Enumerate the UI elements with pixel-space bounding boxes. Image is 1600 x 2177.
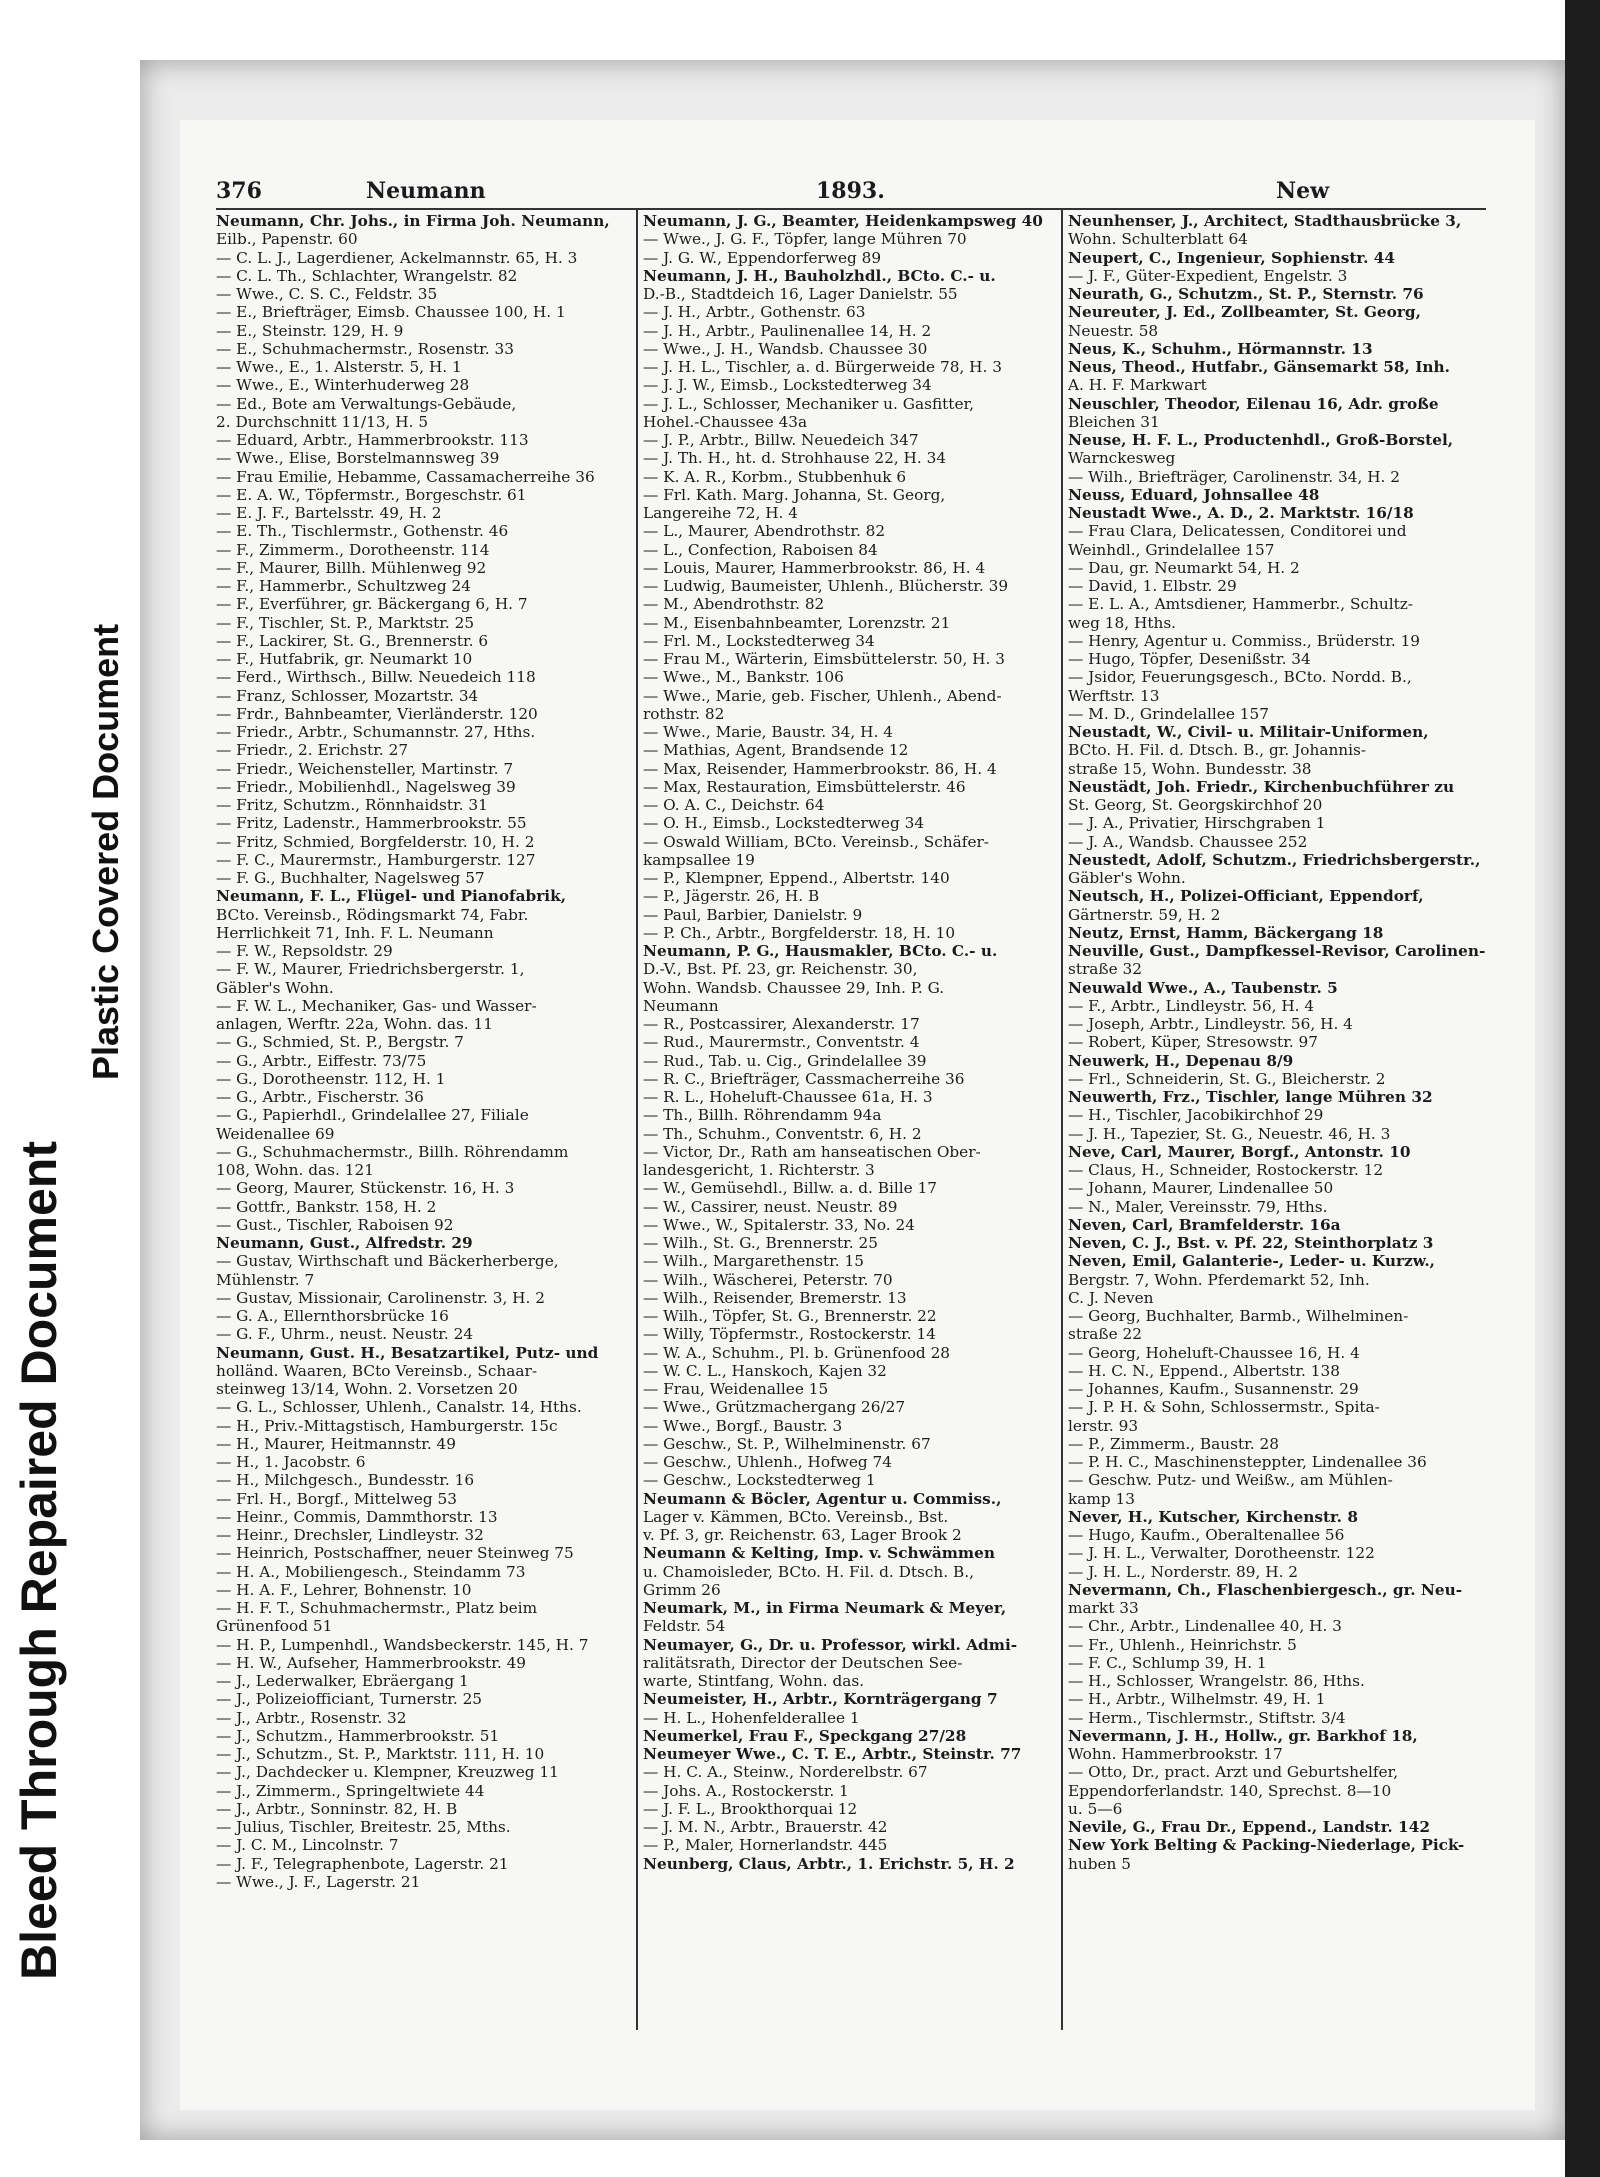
directory-entry-line: Neustädt, Joh. Friedr., Kirchenbuchführer zu (1068, 777, 1455, 796)
directory-entry-line: — M., Eisenbahnbeamter, Lorenzstr. 21 (643, 613, 951, 632)
directory-entry-line: — Wwe., E., Winterhuderweg 28 (216, 376, 470, 395)
directory-entry-line: — F. C., Schlump 39, H. 1 (1068, 1653, 1267, 1672)
directory-entry-line: — R. L., Hoheluft-Chaussee 61a, H. 3 (643, 1088, 933, 1106)
directory-entry-line: — O. A. C., Deichstr. 64 (643, 796, 825, 814)
directory-entry-line: Nevermann, J. H., Hollw., gr. Barkhof 18, (1068, 1726, 1418, 1745)
directory-entry-line: D.-V., Bst. Pf. 23, gr. Reichenstr. 30, (643, 960, 918, 979)
directory-entry-line: — W. C. L., Hanskoch, Kajen 32 (643, 1361, 887, 1380)
directory-entry-line: — E. Th., Tischlermstr., Gothenstr. 46 (216, 522, 509, 541)
directory-entry-line: Neus, Theod., Hutfabr., Gänsemarkt 58, Inh. (1068, 358, 1450, 376)
directory-entry-line: — H., Arbtr., Wilhelmstr. 49, H. 1 (1068, 1690, 1326, 1709)
directory-entry-line: — Ludwig, Baumeister, Uhlenh., Blücherstr. 39 (643, 577, 1009, 595)
directory-entry-line: — F. W., Repsoldstr. 29 (216, 942, 393, 960)
directory-entry-line: Wohn. Wandsb. Chaussee 29, Inh. P. G. (643, 978, 945, 997)
directory-entry-line: Neuss, Eduard, Johnsallee 48 (1068, 485, 1320, 504)
directory-entry-line: — F., Tischler, St. P., Marktstr. 25 (216, 613, 475, 632)
directory-entry-line: — Wwe., E., 1. Alsterstr. 5, H. 1 (216, 358, 462, 376)
directory-entry-line: 2. Durchschnitt 11/13, H. 5 (216, 412, 429, 431)
directory-entry-line: — F., Lackirer, St. G., Brennerstr. 6 (216, 631, 489, 650)
directory-entry-line: — F., Hammerbr., Schultzweg 24 (216, 577, 471, 595)
directory-entry-line: u. 5—6 (1068, 1799, 1123, 1818)
directory-entry-line: BCto. H. Fil. d. Dtsch. B., gr. Johannis- (1068, 741, 1367, 760)
directory-entry-line: — Max, Restauration, Eimsbüttelerstr. 46 (643, 777, 966, 796)
directory-entry-line: — F., Hutfabrik, gr. Neumarkt 10 (216, 650, 473, 668)
directory-column-2 (643, 212, 1063, 1873)
directory-entry-line: — M., Abendrothstr. 82 (643, 595, 825, 614)
directory-entry-line: — Frl. M., Lockstedterweg 34 (643, 631, 875, 650)
directory-entry-line: D.-B., Stadtdeich 16, Lager Danielstr. 55 (643, 285, 958, 303)
directory-entry-line: Weidenallee 69 (216, 1124, 335, 1143)
directory-entry-line: — Hugo, Töpfer, Desenißstr. 34 (1068, 650, 1311, 668)
directory-entry-line: — J. F. L., Brookthorquai 12 (643, 1799, 858, 1818)
directory-entry-line: — Hugo, Kaufm., Oberaltenallee 56 (1068, 1526, 1345, 1544)
directory-entry-line: — G., Schuhmachermstr., Billh. Röhrendamm (216, 1142, 569, 1161)
directory-entry-line: — R. C., Briefträger, Cassmacherreihe 36 (643, 1069, 965, 1088)
directory-entry-line: — Wilh., Wäscherei, Peterstr. 70 (643, 1270, 893, 1289)
directory-entry-line: Neunberg, Claus, Arbtr., 1. Erichstr. 5, H. 2 (643, 1854, 1015, 1873)
directory-entry-line: — Willy, Töpfermstr., Rostockerstr. 14 (643, 1325, 936, 1344)
directory-entry-line: Never, H., Kutscher, Kirchenstr. 8 (1068, 1507, 1358, 1526)
directory-entry-line: — E. A. W., Töpfermstr., Borgeschstr. 61 (216, 485, 527, 504)
directory-entry-line: Neustadt Wwe., A. D., 2. Marktstr. 16/18 (1068, 504, 1414, 522)
directory-entry-line: rothstr. 82 (643, 704, 725, 723)
directory-entry-line: — J. C. M., Lincolnstr. 7 (216, 1836, 399, 1855)
directory-entry-line: — Frl. H., Borgf., Mittelweg 53 (216, 1489, 457, 1508)
directory-entry-line: — J. P., Arbtr., Billw. Neuedeich 347 (643, 431, 919, 449)
directory-entry-line: — G., Papierhdl., Grindelallee 27, Filiale (216, 1106, 529, 1125)
directory-entry-line: — Wilh., Reisender, Bremerstr. 13 (643, 1288, 907, 1307)
directory-entry-line: Neven, Emil, Galanterie-, Leder- u. Kurzw., (1068, 1252, 1435, 1271)
directory-entry-line: — Wwe., Marie, Baustr. 34, H. 4 (643, 723, 893, 741)
directory-entry-line: — J., Polizeiofficiant, Turnerstr. 25 (216, 1690, 483, 1709)
directory-entry-line: Neuwerk, H., Depenau 8/9 (1068, 1051, 1294, 1070)
directory-entry-line: — Rud., Tab. u. Cig., Grindelallee 39 (643, 1051, 927, 1070)
directory-entry-line: — Heinrich, Postschaffner, neuer Steinweg 75 (216, 1544, 574, 1563)
directory-entry-line: — H., 1. Jacobstr. 6 (216, 1453, 366, 1471)
plastic-covered-stamp: Plastic Covered Document (85, 623, 126, 1080)
year-heading: 1893. (816, 178, 885, 204)
directory-entry-line: Warnckesweg (1068, 449, 1176, 468)
directory-entry-line: Neumerkel, Frau F., Speckgang 27/28 (643, 1726, 967, 1745)
directory-entry-line: — Gust., Tischler, Raboisen 92 (216, 1215, 454, 1234)
directory-entry-line: — E., Steinstr. 129, H. 9 (216, 321, 404, 340)
directory-entry-line: Neven, C. J., Bst. v. Pf. 22, Steinthorplatz 3 (1068, 1234, 1434, 1252)
directory-entry-line: Neumann, J. G., Beamter, Heidenkampsweg 40 (643, 212, 1043, 230)
directory-entry-line: — Paul, Barbier, Danielstr. 9 (643, 905, 863, 924)
directory-entry-line: Neuville, Gust., Dampfkessel-Revisor, Carolinen- (1068, 942, 1486, 960)
directory-entry-line: Nevile, G., Frau Dr., Eppend., Landstr. 142 (1068, 1818, 1430, 1836)
directory-entry-line: — W. A., Schuhm., Pl. b. Grünenfood 28 (643, 1343, 951, 1362)
directory-entry-line: — Wilh., St. G., Brennerstr. 25 (643, 1234, 878, 1252)
directory-entry-line: — Frau Clara, Delicatessen, Conditorei und (1068, 522, 1407, 541)
directory-entry-line: — P., Klempner, Eppend., Albertstr. 140 (643, 869, 950, 887)
directory-entry-line: Neuwald Wwe., A., Taubenstr. 5 (1068, 978, 1338, 997)
directory-entry-line: — H. W., Aufseher, Hammerbrookstr. 49 (216, 1653, 527, 1672)
directory-entry-line: straße 22 (1068, 1325, 1143, 1344)
directory-entry-line: — Fr., Uhlenh., Heinrichstr. 5 (1068, 1635, 1297, 1654)
directory-entry-line: Neutz, Ernst, Hamm, Bäckergang 18 (1068, 923, 1384, 942)
directory-entry-line: — H. C. A., Steinw., Norderelbstr. 67 (643, 1763, 928, 1782)
header-rule (216, 208, 1486, 210)
directory-entry-line: — L., Confection, Raboisen 84 (643, 540, 878, 559)
directory-entry-line: Langereihe 72, H. 4 (643, 504, 798, 522)
directory-entry-line: — J. A., Privatier, Hirschgraben 1 (1068, 814, 1326, 833)
directory-entry-line: — L., Maurer, Abendrothstr. 82 (643, 522, 886, 541)
directory-entry-line: — P., Maler, Hornerlandstr. 445 (643, 1836, 888, 1855)
directory-entry-line: — H., Tischler, Jacobikirchhof 29 (1068, 1106, 1324, 1125)
directory-entry-line: — Robert, Küper, Stresowstr. 97 (1068, 1033, 1319, 1052)
directory-entry-line: — Johann, Maurer, Lindenallee 50 (1068, 1179, 1334, 1198)
directory-entry-line: — Johs. A., Rostockerstr. 1 (643, 1781, 849, 1800)
directory-entry-line: — H. C. N., Eppend., Albertstr. 138 (1068, 1361, 1340, 1380)
directory-entry-line: — K. A. R., Korbm., Stubbenhuk 6 (643, 467, 907, 486)
directory-entry-line: Neuwerth, Frz., Tischler, lange Mühren 32 (1068, 1088, 1433, 1106)
directory-entry-line: — H. L., Hohenfelderallee 1 (643, 1708, 860, 1727)
directory-entry-line: — H. P., Lumpenhdl., Wandsbeckerstr. 145, H. 7 (216, 1635, 589, 1654)
right-running-head: New (1276, 178, 1330, 204)
directory-entry-line: kampsallee 19 (643, 850, 755, 869)
directory-entry-line: straße 32 (1068, 960, 1143, 979)
directory-entry-line: — Friedr., Mobilienhdl., Nagelsweg 39 (216, 777, 516, 796)
directory-entry-line: ralitätsrath, Director der Deutschen See- (643, 1653, 963, 1672)
directory-entry-line: Neumann & Kelting, Imp. v. Schwämmen (643, 1544, 995, 1563)
directory-entry-line: — G., Dorotheenstr. 112, H. 1 (216, 1069, 446, 1088)
directory-entry-line: — Fritz, Ladenstr., Hammerbrookstr. 55 (216, 814, 527, 833)
directory-entry-line: Hohel.-Chaussee 43a (643, 412, 808, 431)
directory-entry-line: BCto. Vereinsb., Rödingsmarkt 74, Fabr. (216, 905, 529, 924)
directory-entry-line: — Gottfr., Bankstr. 158, H. 2 (216, 1197, 437, 1216)
directory-entry-line: Neumayer, G., Dr. u. Professor, wirkl. Admi- (643, 1635, 1018, 1654)
directory-entry-line: — Fritz, Schutzm., Rönnhaidstr. 31 (216, 796, 488, 814)
directory-entry-line: — H., Maurer, Heitmannstr. 49 (216, 1434, 457, 1453)
directory-entry-line: — J. H. L., Verwalter, Dorotheenstr. 122 (1068, 1544, 1375, 1563)
directory-entry-line: — Heinr., Drechsler, Lindleystr. 32 (216, 1526, 484, 1544)
directory-entry-line: — Wwe., Marie, geb. Fischer, Uhlenh., Abend- (643, 686, 1002, 705)
directory-entry-line: Neutsch, H., Polizei-Officiant, Eppendorf, (1068, 887, 1424, 906)
directory-entry-line: Neurath, G., Schutzm., St. P., Sternstr. 76 (1068, 285, 1424, 303)
directory-entry-line: — J., Schutzm., St. P., Marktstr. 111, H. 10 (216, 1745, 545, 1763)
directory-entry-line: — Heinr., Commis, Dammthorstr. 13 (216, 1507, 498, 1526)
directory-entry-line: Neumann, J. H., Bauholzhdl., BCto. C.- u. (643, 266, 996, 285)
directory-entry-line: — Frau Emilie, Hebamme, Cassamacherreihe 36 (216, 467, 595, 486)
directory-entry-line: — Th., Schuhm., Conventstr. 6, H. 2 (643, 1124, 922, 1143)
directory-entry-line: New York Belting & Packing-Niederlage, Pick- (1068, 1836, 1465, 1855)
directory-entry-line: — G. L., Schlosser, Uhlenh., Canalstr. 14, Hths. (216, 1398, 582, 1417)
directory-entry-line: — G., Schmied, St. P., Bergstr. 7 (216, 1033, 464, 1052)
directory-entry-line: Neumann, Chr. Johs., in Firma Joh. Neumann, (216, 212, 610, 230)
directory-entry-line: — Wilh., Töpfer, St. G., Brennerstr. 22 (643, 1307, 937, 1325)
directory-entry-line: — Joseph, Arbtr., Lindleystr. 56, H. 4 (1068, 1015, 1353, 1033)
directory-entry-line: Neumark, M., in Firma Neumark & Meyer, (643, 1599, 1007, 1617)
directory-entry-line: — H. F. T., Schuhmachermstr., Platz beim (216, 1599, 538, 1617)
directory-entry-line: huben 5 (1068, 1854, 1131, 1873)
directory-entry-line: Neuse, H. F. L., Productenhdl., Groß-Borstel, (1068, 431, 1454, 449)
directory-entry-line: — G. F., Uhrm., neust. Neustr. 24 (216, 1325, 474, 1344)
directory-entry-line: Gäbler's Wohn. (216, 978, 334, 997)
directory-entry-line: — Gustav, Wirthschaft und Bäckerherberge, (216, 1252, 559, 1271)
directory-column-1 (216, 212, 636, 1891)
directory-entry-line: Neunhenser, J., Architect, Stadthausbrücke 3, (1068, 212, 1462, 230)
directory-entry-line: — Frau, Weidenallee 15 (643, 1380, 829, 1398)
directory-entry-line: Neve, Carl, Maurer, Borgf., Antonstr. 10 (1068, 1142, 1411, 1161)
directory-entry-line: Neumann, P. G., Hausmakler, BCto. C.- u. (643, 942, 998, 960)
directory-entry-line: — N., Maler, Vereinsstr. 79, Hths. (1068, 1197, 1328, 1216)
directory-entry-line: Neven, Carl, Bramfelderstr. 16a (1068, 1215, 1341, 1234)
page-number: 376 (216, 178, 262, 204)
directory-entry-line: — J., Arbtr., Rosenstr. 32 (216, 1708, 407, 1727)
directory-entry-line: — E., Briefträger, Eimsb. Chaussee 100, H. 1 (216, 303, 566, 322)
directory-entry-line: — David, 1. Elbstr. 29 (1068, 577, 1237, 595)
directory-entry-line: — Geschw. Putz- und Weißw., am Mühlen- (1068, 1471, 1393, 1490)
directory-entry-line: Weinhdl., Grindelallee 157 (1068, 540, 1275, 559)
directory-entry-line: Lager v. Kämmen, BCto. Vereinsb., Bst. (643, 1507, 949, 1526)
directory-entry-line: — Georg, Buchhalter, Barmb., Wilhelminen- (1068, 1307, 1409, 1325)
directory-entry-line: Neuestr. 58 (1068, 321, 1159, 340)
directory-entry-line: straße 15, Wohn. Bundesstr. 38 (1068, 759, 1312, 778)
directory-entry-line: — Louis, Maurer, Hammerbrookstr. 86, H. 4 (643, 558, 986, 577)
directory-entry-line: — Wwe., Borgf., Baustr. 3 (643, 1416, 843, 1435)
directory-entry-line: A. H. F. Markwart (1068, 376, 1207, 395)
directory-entry-line: — Wilh., Briefträger, Carolinenstr. 34, H. 2 (1068, 467, 1401, 486)
bleed-through-stamp: Bleed Through Repaired Document (11, 1141, 67, 1980)
directory-entry-line: — J. A., Wandsb. Chaussee 252 (1068, 832, 1308, 851)
directory-entry-line: — Georg, Hoheluft-Chaussee 16, H. 4 (1068, 1343, 1360, 1362)
directory-entry-line: — Mathias, Agent, Brandsende 12 (643, 741, 909, 760)
directory-entry-line: — W., Cassirer, neust. Neustr. 89 (643, 1197, 898, 1216)
directory-entry-line: markt 33 (1068, 1599, 1139, 1617)
directory-entry-line: Mühlenstr. 7 (216, 1270, 315, 1289)
directory-entry-line: — J. H., Arbtr., Gothenstr. 63 (643, 303, 866, 322)
directory-entry-line: Neupert, C., Ingenieur, Sophienstr. 44 (1068, 248, 1396, 267)
directory-entry-line: — H., Priv.-Mittagstisch, Hamburgerstr. 15c (216, 1416, 558, 1435)
directory-entry-line: — Wwe., W., Spitalerstr. 33, No. 24 (643, 1215, 915, 1234)
directory-entry-line: — Wilh., Margarethenstr. 15 (643, 1252, 864, 1271)
directory-entry-line: — J. F., Telegraphenbote, Lagerstr. 21 (216, 1854, 509, 1873)
directory-entry-line: — Wwe., Elise, Borstelmannsweg 39 (216, 449, 500, 468)
directory-entry-line: u. Chamoisleder, BCto. H. Fil. d. Dtsch. B., (643, 1562, 974, 1581)
directory-entry-line: — G., Arbtr., Fischerstr. 36 (216, 1088, 424, 1106)
directory-entry-line: Bergstr. 7, Wohn. Pferdemarkt 52, Inh. (1068, 1270, 1370, 1289)
directory-entry-line: — Max, Reisender, Hammerbrookstr. 86, H. 4 (643, 759, 997, 778)
directory-entry-line: — Geschw., St. P., Wilhelminenstr. 67 (643, 1434, 931, 1453)
directory-entry-line: — Fritz, Schmied, Borgfelderstr. 10, H. 2 (216, 832, 535, 851)
directory-entry-line: — Franz, Schlosser, Mozartstr. 34 (216, 686, 479, 705)
directory-entry-line: Bleichen 31 (1068, 412, 1160, 431)
directory-entry-line: — J. J. W., Eimsb., Lockstedterweg 34 (643, 376, 932, 395)
directory-entry-line: — Herm., Tischlermstr., Stiftstr. 3/4 (1068, 1708, 1346, 1727)
directory-entry-line: — F., Everführer, gr. Bäckergang 6, H. 7 (216, 595, 528, 614)
directory-entry-line: lerstr. 93 (1068, 1416, 1139, 1435)
directory-entry-line: — Geschw., Uhlenh., Hofweg 74 (643, 1453, 893, 1471)
directory-entry-line: — Geschw., Lockstedterweg 1 (643, 1471, 876, 1490)
directory-entry-line: — E. L. A., Amtsdiener, Hammerbr., Schultz- (1068, 595, 1413, 614)
directory-entry-line: 108, Wohn. das. 121 (216, 1161, 374, 1179)
directory-entry-line: Neustedt, Adolf, Schutzm., Friedrichsbergerstr., (1068, 850, 1481, 869)
directory-entry-line: — Johannes, Kaufm., Susannenstr. 29 (1068, 1380, 1359, 1398)
directory-entry-line: — Chr., Arbtr., Lindenallee 40, H. 3 (1068, 1617, 1342, 1636)
directory-entry-line: Neumeyer Wwe., C. T. E., Arbtr., Steinstr. 77 (643, 1745, 1022, 1763)
page-header (216, 178, 1486, 208)
directory-entry-line: — F. W. L., Mechaniker, Gas- und Wasser- (216, 996, 537, 1015)
directory-entry-line: Neureuter, J. Ed., Zollbeamter, St. Georg, (1068, 303, 1421, 322)
directory-entry-line: — F. C., Maurermstr., Hamburgerstr. 127 (216, 850, 536, 869)
directory-entry-line: kamp 13 (1068, 1489, 1136, 1508)
directory-entry-line: landesgericht, 1. Richterstr. 3 (643, 1161, 875, 1179)
left-running-head: Neumann (366, 178, 486, 204)
directory-entry-line: — F. G., Buchhalter, Nagelsweg 57 (216, 869, 485, 887)
directory-entry-line: St. Georg, St. Georgskirchhof 20 (1068, 796, 1323, 814)
directory-entry-line: — Frl., Schneiderin, St. G., Bleicherstr. 2 (1068, 1069, 1386, 1088)
directory-entry-line: — F., Maurer, Billh. Mühlenweg 92 (216, 558, 487, 577)
directory-entry-line: — O. H., Eimsb., Lockstedterweg 34 (643, 814, 925, 833)
directory-entry-line: Grimm 26 (643, 1580, 721, 1599)
directory-entry-line: — Wwe., C. S. C., Feldstr. 35 (216, 285, 438, 303)
directory-entry-line: Neustadt, W., Civil- u. Militair-Uniformen, (1068, 723, 1429, 741)
directory-entry-line: — E., Schuhmachermstr., Rosenstr. 33 (216, 339, 514, 358)
directory-entry-line: — J., Arbtr., Sonninstr. 82, H. B (216, 1799, 458, 1818)
directory-entry-line: — Henry, Agentur u. Commiss., Brüderstr. 19 (1068, 631, 1421, 650)
directory-entry-line: anlagen, Werftr. 22a, Wohn. das. 11 (216, 1015, 493, 1033)
directory-entry-line: — J. H., Arbtr., Paulinenallee 14, H. 2 (643, 321, 932, 340)
directory-entry-line: — Frl. Kath. Marg. Johanna, St. Georg, (643, 485, 946, 504)
directory-entry-line: — C. L. Th., Schlachter, Wrangelstr. 82 (216, 266, 518, 285)
directory-entry-line: — Friedr., Weichensteller, Martinstr. 7 (216, 759, 514, 778)
directory-entry-line: — H. A., Mobiliengesch., Steindamm 73 (216, 1562, 526, 1581)
directory-entry-line: — Dau, gr. Neumarkt 54, H. 2 (1068, 558, 1300, 577)
directory-entry-line: — J. H. L., Tischler, a. d. Bürgerweide 78, H. 3 (643, 358, 1002, 376)
directory-entry-line: Herrlichkeit 71, Inh. F. L. Neumann (216, 923, 494, 942)
column-divider (636, 210, 638, 2030)
directory-entry-line: — P. H. C., Maschinensteppter, Lindenallee 36 (1068, 1453, 1427, 1471)
directory-entry-line: — Wwe., J. F., Lagerstr. 21 (216, 1872, 421, 1891)
directory-entry-line: Gäbler's Wohn. (1068, 869, 1186, 887)
directory-entry-line: Nevermann, Ch., Flaschenbiergesch., gr. Neu- (1068, 1580, 1463, 1599)
directory-entry-line: — Wwe., J. G. F., Töpfer, lange Mühren 70 (643, 230, 967, 249)
directory-entry-line: — Friedr., 2. Erichstr. 27 (216, 741, 409, 760)
directory-entry-line: Wohn. Hammerbrookstr. 17 (1068, 1745, 1283, 1763)
directory-entry-line: — Rud., Maurermstr., Conventstr. 4 (643, 1033, 920, 1052)
directory-entry-line: — Wwe., J. H., Wandsb. Chaussee 30 (643, 339, 928, 358)
directory-entry-line: — Frdr., Bahnbeamter, Vierländerstr. 120 (216, 704, 538, 723)
directory-entry-line: — F., Zimmerm., Dorotheenstr. 114 (216, 540, 490, 559)
directory-entry-line: — H., Milchgesch., Bundesstr. 16 (216, 1471, 475, 1490)
directory-entry-line: — F. W., Maurer, Friedrichsbergerstr. 1, (216, 960, 525, 979)
directory-entry-line: — P., Zimmerm., Baustr. 28 (1068, 1434, 1279, 1453)
directory-entry-line: warte, Stintfang, Wohn. das. (643, 1672, 865, 1690)
directory-entry-line: — Julius, Tischler, Breitestr. 25, Mths. (216, 1818, 511, 1836)
directory-entry-line: — Wwe., Grützmachergang 26/27 (643, 1398, 906, 1417)
directory-entry-line: — J. G. W., Eppendorferweg 89 (643, 248, 882, 267)
directory-entry-line: Neumann & Böcler, Agentur u. Commiss., (643, 1489, 1002, 1508)
directory-entry-line: — Ferd., Wirthsch., Billw. Neuedeich 118 (216, 668, 536, 687)
directory-entry-line: Neuschler, Theodor, Eilenau 16, Adr. große (1068, 394, 1439, 413)
directory-entry-line: — P. Ch., Arbtr., Borgfelderstr. 18, H. 10 (643, 923, 956, 942)
directory-entry-line: — J. H. L., Norderstr. 89, H. 2 (1068, 1562, 1299, 1581)
directory-entry-line: — J. Th. H., ht. d. Strohhause 22, H. 34 (643, 449, 947, 468)
directory-entry-line: Neumann, Gust. H., Besatzartikel, Putz- und (216, 1343, 599, 1362)
directory-entry-line: Neumeister, H., Arbtr., Kornträgergang 7 (643, 1690, 998, 1709)
directory-entry-line: holländ. Waaren, BCto Vereinsb., Schaar- (216, 1361, 538, 1380)
directory-entry-line: — E. J. F., Bartelsstr. 49, H. 2 (216, 504, 442, 522)
directory-entry-line: — P., Jägerstr. 26, H. B (643, 887, 820, 906)
directory-entry-line: — R., Postcassirer, Alexanderstr. 17 (643, 1015, 920, 1033)
directory-entry-line: — J., Zimmerm., Springeltwiete 44 (216, 1781, 485, 1800)
directory-entry-line: Grünenfood 51 (216, 1617, 333, 1636)
right-gutter (1565, 0, 1600, 2177)
directory-entry-line: Gärtnerstr. 59, H. 2 (1068, 905, 1221, 924)
directory-entry-line: — J. P. H. & Sohn, Schlossermstr., Spita- (1068, 1398, 1380, 1417)
directory-entry-line: — Jsidor, Feuerungsgesch., BCto. Nordd. B., (1068, 668, 1412, 687)
directory-entry-line: — Friedr., Arbtr., Schumannstr. 27, Hths. (216, 723, 536, 741)
directory-entry-line: C. J. Neven (1068, 1288, 1154, 1307)
directory-entry-line: — Th., Billh. Röhrendamm 94a (643, 1106, 882, 1125)
directory-entry-line: — Claus, H., Schneider, Rostockerstr. 12 (1068, 1161, 1384, 1179)
directory-entry-line: Werftstr. 13 (1068, 686, 1160, 705)
directory-entry-line: — J. M. N., Arbtr., Brauerstr. 42 (643, 1818, 888, 1836)
directory-entry-line: — H. A. F., Lehrer, Bohnenstr. 10 (216, 1580, 472, 1599)
directory-entry-line: — J. L., Schlosser, Mechaniker u. Gasfitter, (643, 394, 974, 413)
directory-entry-line: — C. L. J., Lagerdiener, Ackelmannstr. 65, H. 3 (216, 248, 578, 267)
directory-entry-line: — Gustav, Missionair, Carolinenstr. 3, H. 2 (216, 1288, 545, 1307)
directory-entry-line: Neumann, F. L., Flügel- und Pianofabrik, (216, 887, 567, 906)
directory-entry-line: steinweg 13/14, Wohn. 2. Vorsetzen 20 (216, 1380, 518, 1398)
directory-entry-line: — G. A., Ellernthorsbrücke 16 (216, 1307, 449, 1325)
directory-entry-line: v. Pf. 3, gr. Reichenstr. 63, Lager Brook 2 (643, 1526, 962, 1544)
directory-entry-line: — Otto, Dr., pract. Arzt und Geburtshelfer, (1068, 1763, 1399, 1782)
directory-entry-line: weg 18, Hths. (1068, 613, 1177, 632)
directory-entry-line: — J., Lederwalker, Ebräergang 1 (216, 1672, 469, 1690)
directory-entry-line: Wohn. Schulterblatt 64 (1068, 230, 1248, 249)
directory-entry-line: Eilb., Papenstr. 60 (216, 230, 358, 249)
directory-entry-line: — M. D., Grindelallee 157 (1068, 704, 1269, 723)
directory-entry-line: — G., Arbtr., Eiffestr. 73/75 (216, 1051, 427, 1070)
directory-entry-line: Neumann, Gust., Alfredstr. 29 (216, 1234, 473, 1252)
directory-entry-line: — H., Schlosser, Wrangelstr. 86, Hths. (1068, 1672, 1365, 1690)
directory-entry-line: Feldstr. 54 (643, 1617, 726, 1636)
directory-entry-line: — Oswald William, BCto. Vereinsb., Schäfer- (643, 832, 989, 851)
directory-entry-line: Eppendorferlandstr. 140, Sprechst. 8—10 (1068, 1781, 1392, 1800)
directory-entry-line: — Wwe., M., Bankstr. 106 (643, 668, 844, 687)
directory-entry-line: — J. F., Güter-Expedient, Engelstr. 3 (1068, 266, 1348, 285)
directory-column-3 (1068, 212, 1488, 1873)
directory-entry-line: — Frau M., Wärterin, Eimsbüttelerstr. 50, H. 3 (643, 650, 1005, 668)
directory-entry-line: — J., Dachdecker u. Klempner, Kreuzweg 11 (216, 1763, 559, 1782)
directory-entry-line: — J., Schutzm., Hammerbrookstr. 51 (216, 1726, 500, 1745)
directory-entry-line: — F., Arbtr., Lindleystr. 56, H. 4 (1068, 996, 1315, 1015)
directory-entry-line: — J. H., Tapezier, St. G., Neuestr. 46, H. 3 (1068, 1124, 1391, 1143)
directory-entry-line: — W., Gemüsehdl., Billw. a. d. Bille 17 (643, 1179, 938, 1198)
directory-entry-line: — Eduard, Arbtr., Hammerbrookstr. 113 (216, 431, 529, 449)
directory-entry-line: Neumann (643, 996, 719, 1015)
directory-entry-line: — Ed., Bote am Verwaltungs-Gebäude, (216, 394, 517, 413)
directory-entry-line: Neus, K., Schuhm., Hörmannstr. 13 (1068, 339, 1373, 358)
directory-entry-line: — Georg, Maurer, Stückenstr. 16, H. 3 (216, 1179, 515, 1198)
directory-entry-line: — Victor, Dr., Rath am hanseatischen Ober- (643, 1142, 981, 1161)
